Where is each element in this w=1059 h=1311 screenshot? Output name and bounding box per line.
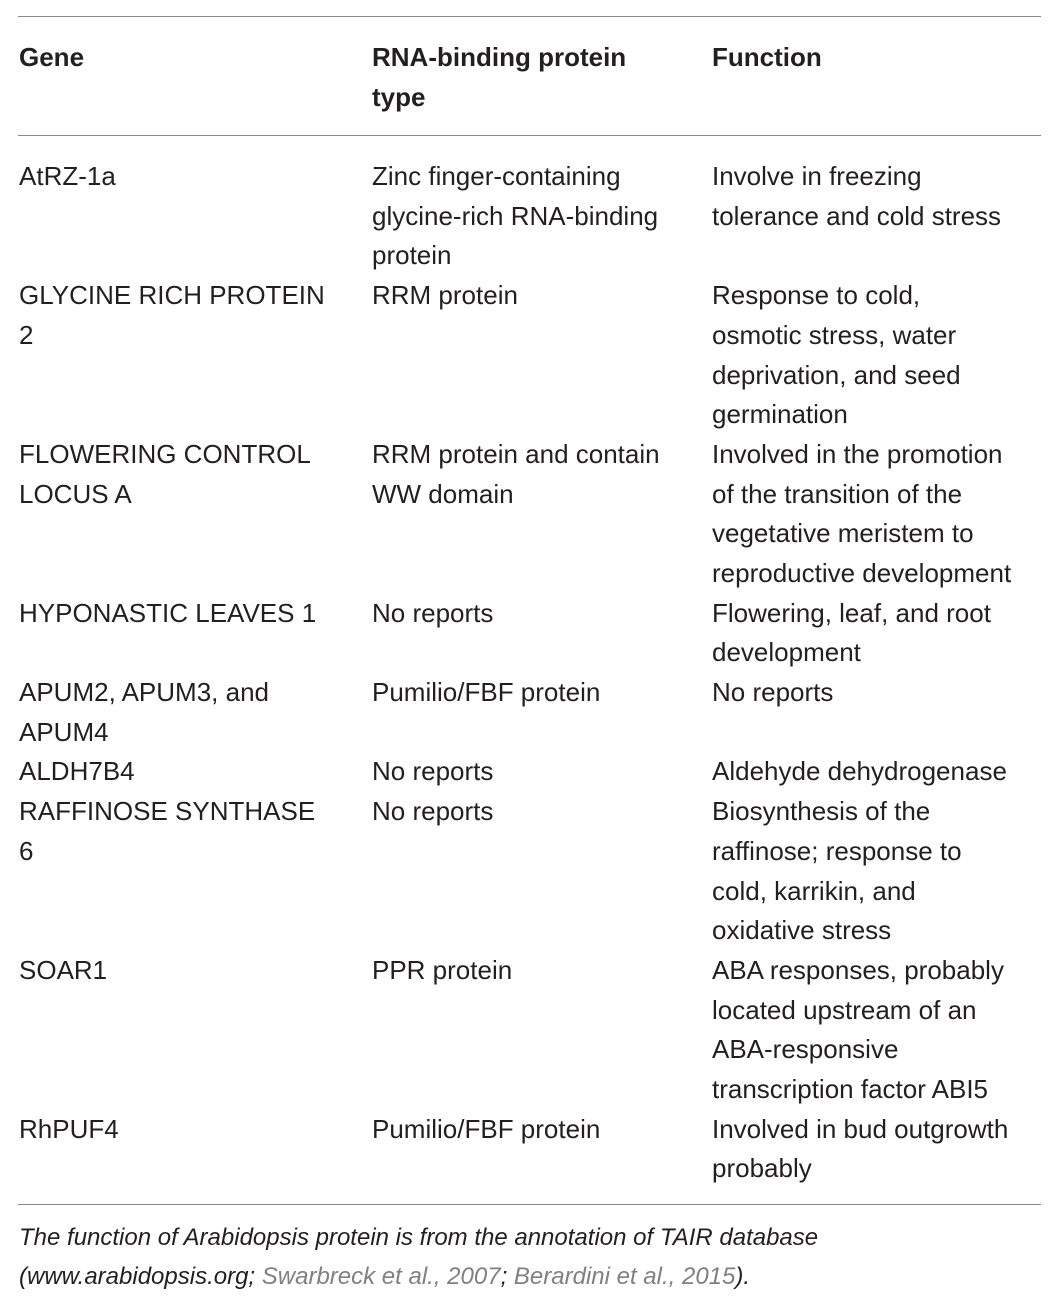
cell-protein-type <box>372 792 702 832</box>
cell-function-line: cold, karrikin, and <box>712 875 916 906</box>
header-type-line: type <box>372 82 426 112</box>
cell-function <box>712 752 1052 792</box>
cell-gene <box>19 1110 359 1150</box>
cell-function-line: raffinose; response to <box>712 835 962 866</box>
cell-gene <box>19 435 359 514</box>
table-row <box>0 951 1059 1110</box>
cell-gene-line: ALDH7B4 <box>19 756 135 787</box>
footnote-line: The function of Arabidopsis protein is from the annotation of TAIR database <box>19 1224 819 1251</box>
cell-function-line: ABA responses, probably <box>712 954 1004 985</box>
cell-function <box>712 594 1052 673</box>
cell-gene-line: APUM4 <box>19 716 109 747</box>
cell-gene <box>19 792 359 871</box>
cell-function <box>712 792 1052 951</box>
cell-protein-type-line: RRM protein <box>372 280 518 311</box>
cell-function <box>712 435 1052 594</box>
table-row <box>0 594 1059 673</box>
header-rna-binding-protein-type <box>372 37 702 117</box>
cell-function <box>712 276 1052 435</box>
cell-function-line: probably <box>712 1153 812 1184</box>
cell-function-line: transcription factor ABI5 <box>712 1074 989 1105</box>
cell-protein-type-line: protein <box>372 240 452 271</box>
cell-protein-type-line: RRM protein and contain <box>372 438 660 469</box>
header-gene: Gene <box>19 42 85 72</box>
table-row <box>0 752 1059 792</box>
table-top-rule <box>18 16 1041 17</box>
cell-function <box>712 673 1052 713</box>
cell-gene-line: SOAR1 <box>19 954 108 985</box>
footnote-text: (www.arabidopsis.org; <box>19 1263 262 1290</box>
cell-function-line: tolerance and cold stress <box>712 200 1002 231</box>
table-row <box>0 673 1059 752</box>
citation-link[interactable]: Swarbreck et al., 2007 <box>261 1263 501 1290</box>
cell-gene <box>19 673 359 752</box>
table-row <box>0 435 1059 594</box>
cell-protein-type <box>372 1110 702 1150</box>
cell-function-line: No reports <box>712 677 834 708</box>
cell-function-line: vegetative meristem to <box>712 518 974 549</box>
cell-protein-type <box>372 157 702 276</box>
cell-protein-type-line: Pumilio/FBF protein <box>372 1113 601 1144</box>
cell-gene-line: RAFFINOSE SYNTHASE <box>19 796 316 827</box>
table-body <box>0 157 1059 1189</box>
cell-gene <box>19 157 359 197</box>
cell-gene-line: APUM2, APUM3, and <box>19 677 269 708</box>
cell-function-line: osmotic stress, water <box>712 319 957 350</box>
footnote-line <box>19 1257 1039 1296</box>
cell-gene-line: FLOWERING CONTROL <box>19 438 311 469</box>
cell-gene-line: 2 <box>19 319 34 350</box>
cell-function-line: Biosynthesis of the <box>712 796 931 827</box>
cell-protein-type <box>372 951 702 991</box>
cell-gene <box>19 594 359 634</box>
cell-function-line: ABA-responsive <box>712 1034 899 1065</box>
cell-protein-type-line: PPR protein <box>372 954 513 985</box>
cell-function-line: Flowering, leaf, and root <box>712 597 991 628</box>
cell-gene-line: LOCUS A <box>19 478 132 509</box>
header-type-line: RNA-binding protein <box>372 42 627 72</box>
cell-function-line: development <box>712 637 861 668</box>
cell-function-line: Involve in freezing <box>712 161 922 191</box>
cell-gene-line: 6 <box>19 835 34 866</box>
cell-protein-type <box>372 594 702 634</box>
cell-protein-type <box>372 435 702 514</box>
cell-function <box>712 951 1052 1110</box>
cell-function-line: Aldehyde dehydrogenase <box>712 756 1007 787</box>
cell-gene-line: AtRZ-1a <box>19 161 116 191</box>
cell-gene <box>19 951 359 991</box>
cell-function <box>712 157 1052 236</box>
table-footnote <box>19 1218 1039 1296</box>
cell-protein-type <box>372 276 702 316</box>
cell-protein-type-line: No reports <box>372 756 494 787</box>
table-bottom-rule <box>18 1204 1041 1205</box>
cell-function <box>712 1110 1052 1189</box>
cell-protein-type <box>372 673 702 713</box>
cell-protein-type-line: glycine-rich RNA-binding <box>372 200 659 231</box>
cell-protein-type-line: Pumilio/FBF protein <box>372 677 601 708</box>
header-function: Function <box>712 42 822 72</box>
cell-gene <box>19 752 359 792</box>
cell-function-line: reproductive development <box>712 558 1012 588</box>
cell-function-line: of the transition of the <box>712 478 963 509</box>
cell-function-line: Involved in bud outgrowth <box>712 1113 1009 1144</box>
cell-function-line: germination <box>712 399 848 430</box>
footnote-text: ). <box>735 1263 751 1290</box>
table-row <box>0 157 1059 276</box>
table-row <box>0 792 1059 951</box>
table-row <box>0 1110 1059 1189</box>
cell-function-line: oxidative stress <box>712 915 892 946</box>
cell-function-line: deprivation, and seed <box>712 359 961 390</box>
cell-function-line: Involved in the promotion <box>712 438 1003 469</box>
cell-gene-line: HYPONASTIC LEAVES 1 <box>19 597 317 628</box>
citation-link[interactable]: Berardini et al., 2015 <box>513 1263 736 1290</box>
cell-protein-type-line: No reports <box>372 796 494 827</box>
cell-gene-line: RhPUF4 <box>19 1113 119 1144</box>
table-header-rule <box>18 135 1041 136</box>
cell-protein-type-line: WW domain <box>372 478 514 509</box>
cell-gene <box>19 276 359 355</box>
cell-gene-line: GLYCINE RICH PROTEIN <box>19 280 325 311</box>
cell-protein-type-line: Zinc finger-containing <box>372 161 621 191</box>
cell-protein-type-line: No reports <box>372 597 494 628</box>
footnote-text: ; <box>500 1263 514 1290</box>
cell-protein-type <box>372 752 702 792</box>
table-row <box>0 276 1059 435</box>
cell-function-line: located upstream of an <box>712 994 977 1025</box>
cell-function-line: Response to cold, <box>712 280 921 311</box>
